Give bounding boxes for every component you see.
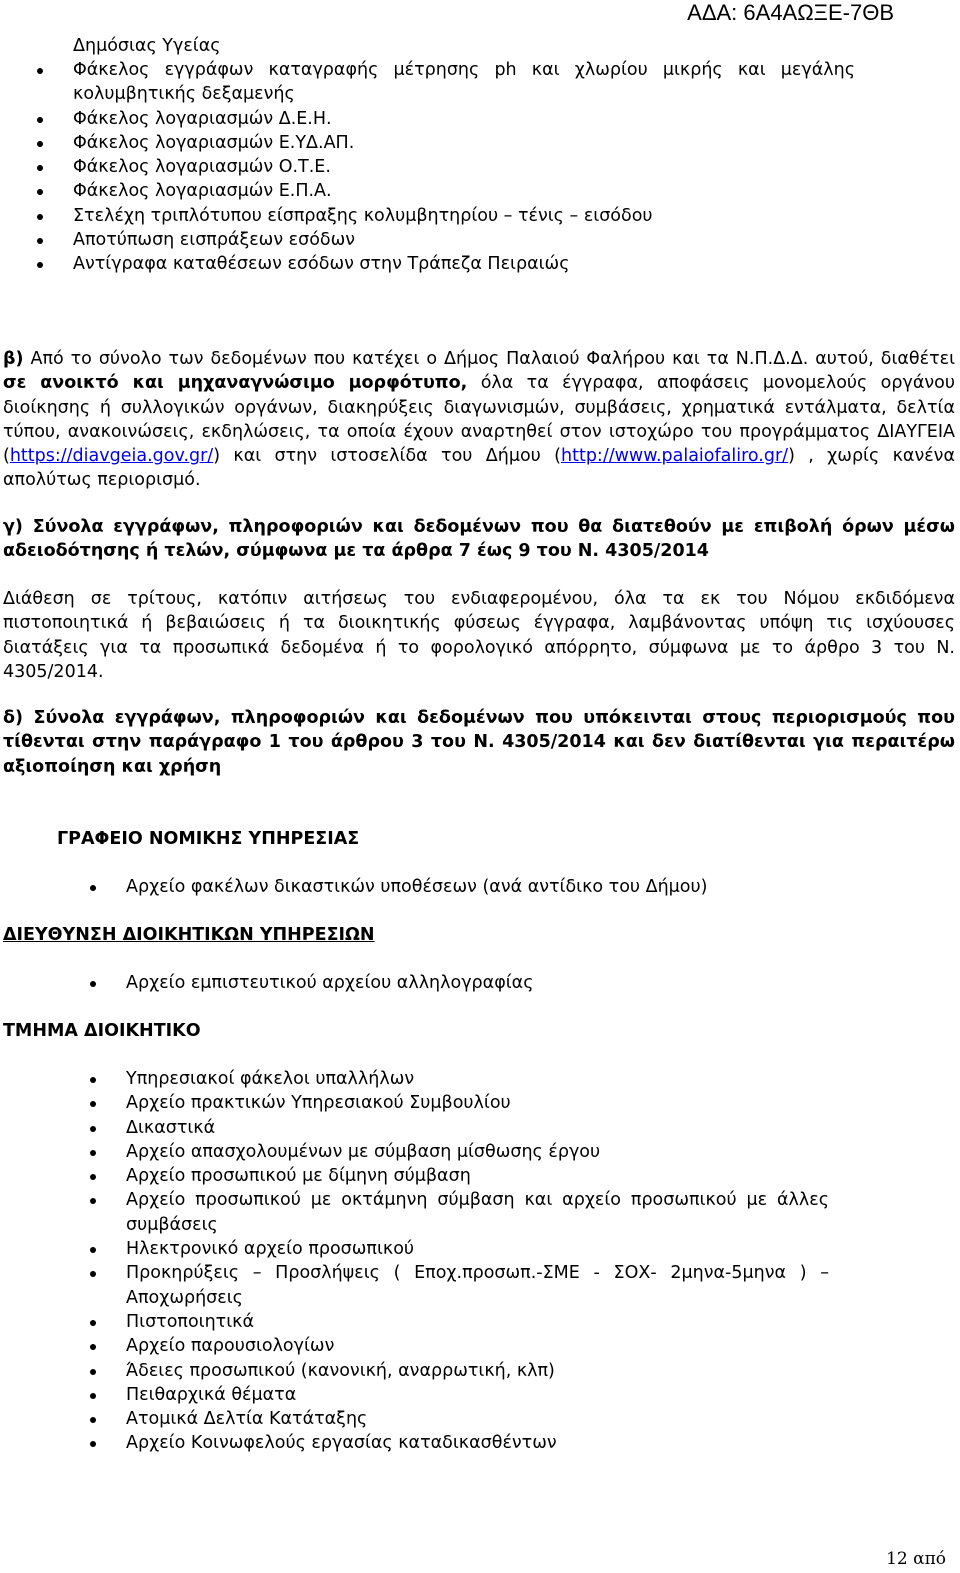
section-b-text: ) και στην ιστοσελίδα του Δήμου ( <box>213 446 561 467</box>
section-d-heading: δ) Σύνολα εγγράφων, πληροφοριών και δεδομένων που υπόκεινται στους περιορισμούς που τίθενται στην παράγραφο 1 του άρθρου 3 του Ν. 4305/2014 και δεν διατίθενται για περαιτέρω αξιοποίηση και χρήση <box>3 708 955 777</box>
list-item: Προκηρύξεις – Προσλήψεις ( Εποχ.προσωπ.-ΣΜΕ - ΣΟΧ- 2μηνα-5μηνα ) – Αποχωρήσεις <box>0 1261 829 1310</box>
section-b-text: ) , χωρίς κανένα απολύτως περιορισμό. <box>3 446 955 491</box>
list-item: Ηλεκτρονικό αρχείο προσωπικού <box>0 1237 829 1261</box>
legal-office-list <box>0 875 860 899</box>
top-list <box>0 58 855 277</box>
list-item: Δικαστικά <box>0 1116 829 1140</box>
list-item: Αρχείο απασχολουμένων με σύμβαση μίσθωσης έργου <box>0 1140 829 1164</box>
list-item: Αρχείο φακέλων δικαστικών υποθέσεων (ανά αντίδικο του Δήμου) <box>0 875 860 899</box>
diavgeia-link[interactable]: https://diavgeia.gov.gr/ <box>9 446 214 467</box>
list-item: Φάκελος λογαριασμών Ε.Π.Α. <box>0 179 855 203</box>
admin-dept-list <box>0 1067 829 1456</box>
section-b-text: όλα τα έγγραφα, αποφάσεις μονομελούς οργάνου διοίκησης ή συλλογικών οργάνων, διακηρύξεις διαγωνισμών, συμβάσεις, χρηματικά εντάλματα, δελτία τύπου, ανακοινώσεις, εκδηλώσεις, τα οποία έχουν αναρτηθεί στον ιστοχώρο του προγράμματος ΔΙΑΥΓΕΙΑ ( <box>3 373 955 467</box>
section-b-bold: σε ανοικτό και μηχαναγνώσιμο μορφότυπο, <box>3 373 468 394</box>
list-item: Αρχείο προσωπικού με δίμηνη σύμβαση <box>0 1164 829 1188</box>
list-item: Φάκελος εγγράφων καταγραφής μέτρησης ph και χλωρίου μικρής και μεγάλης κολυμβητικής δεξαμενής <box>0 58 855 107</box>
list-item: Αρχείο πρακτικών Υπηρεσιακού Συμβουλίου <box>0 1091 829 1115</box>
list-item: Αρχείο προσωπικού με οκτάμηνη σύμβαση και αρχείο προσωπικού με άλλες συμβάσεις <box>0 1188 829 1237</box>
list-item: Αποτύπωση εισπράξεων εσόδων <box>0 228 855 252</box>
list-item: Υπηρεσιακοί φάκελοι υπαλλήλων <box>0 1067 829 1091</box>
list-item: Άδειες προσωπικού (κανονική, αναρρωτική, κλπ) <box>0 1359 829 1383</box>
section-b-paragraph <box>3 347 955 493</box>
section-c-body: Διάθεση σε τρίτους, κατόπιν αιτήσεως του ενδιαφερομένου, όλα τα εκ του Νόμου εκδιδόμενα πιστοποιητικά ή βεβαιώσεις ή τα διοικητικής φύσεως έγγραφα, λαμβάνοντας υπόψη τις ισχύουσες διατάξεις για τα προσωπικά δεδομένα ή το φορολογικό απόρρητο, σύμφωνα με το άρθρο 3 του Ν. 4305/2014. <box>3 589 955 682</box>
municipality-link[interactable]: http://www.palaiofaliro.gr/ <box>561 446 789 467</box>
legal-office-title: ΓΡΑΦΕΙΟ ΝΟΜΙΚΗΣ ΥΠΗΡΕΣΙΑΣ <box>57 829 360 849</box>
page-number: 12 από <box>886 1549 946 1569</box>
admin-directorate-list <box>0 971 860 995</box>
list-item: Αρχείο παρουσιολογίων <box>0 1334 829 1358</box>
section-c-heading: γ) Σύνολα εγγράφων, πληροφοριών και δεδομένων που θα διατεθούν με επιβολή όρων μέσω αδειοδότησης ή τελών, σύμφωνα με τα άρθρα 7 έως 9 του Ν. 4305/2014 <box>3 517 955 562</box>
list-item: Πειθαρχικά θέματα <box>0 1383 829 1407</box>
section-b-marker: β) <box>3 349 24 369</box>
ada-code: ΑΔΑ: 6Α4ΑΩΞΕ-7ΘΒ <box>687 0 894 25</box>
list-item: Αρχείο Κοινωφελούς εργασίας καταδικασθέντων <box>0 1431 829 1455</box>
list-item: Φάκελος λογαριασμών Ε.ΥΔ.ΑΠ. <box>0 131 855 155</box>
admin-directorate-title: ΔΙΕΥΘΥΝΣΗ ΔΙΟΙΚΗΤΙΚΩΝ ΥΠΗΡΕΣΙΩΝ <box>3 925 375 945</box>
list-item: Φάκελος λογαριασμών Δ.Ε.Η. <box>0 107 855 131</box>
list-item: Αντίγραφα καταθέσεων εσόδων στην Τράπεζα Πειραιώς <box>0 252 855 276</box>
continued-line: Δημόσιας Υγείας <box>73 36 221 56</box>
list-item: Ατομικά Δελτία Κατάταξης <box>0 1407 829 1431</box>
list-item: Αρχείο εμπιστευτικού αρχείου αλληλογραφίας <box>0 971 860 995</box>
list-item: Στελέχη τριπλότυπου είσπραξης κολυμβητηρίου – τένις – εισόδου <box>0 204 855 228</box>
list-item: Πιστοποιητικά <box>0 1310 829 1334</box>
section-b-text: Από το σύνολο των δεδομένων που κατέχει ο Δήμος Παλαιού Φαλήρου και τα Ν.Π.Δ.Δ. αυτού, διαθέτει <box>23 349 955 369</box>
admin-dept-title: ΤΜΗΜΑ ΔΙΟΙΚΗΤΙΚΟ <box>3 1021 201 1041</box>
list-item: Φάκελος λογαριασμών Ο.Τ.Ε. <box>0 155 855 179</box>
